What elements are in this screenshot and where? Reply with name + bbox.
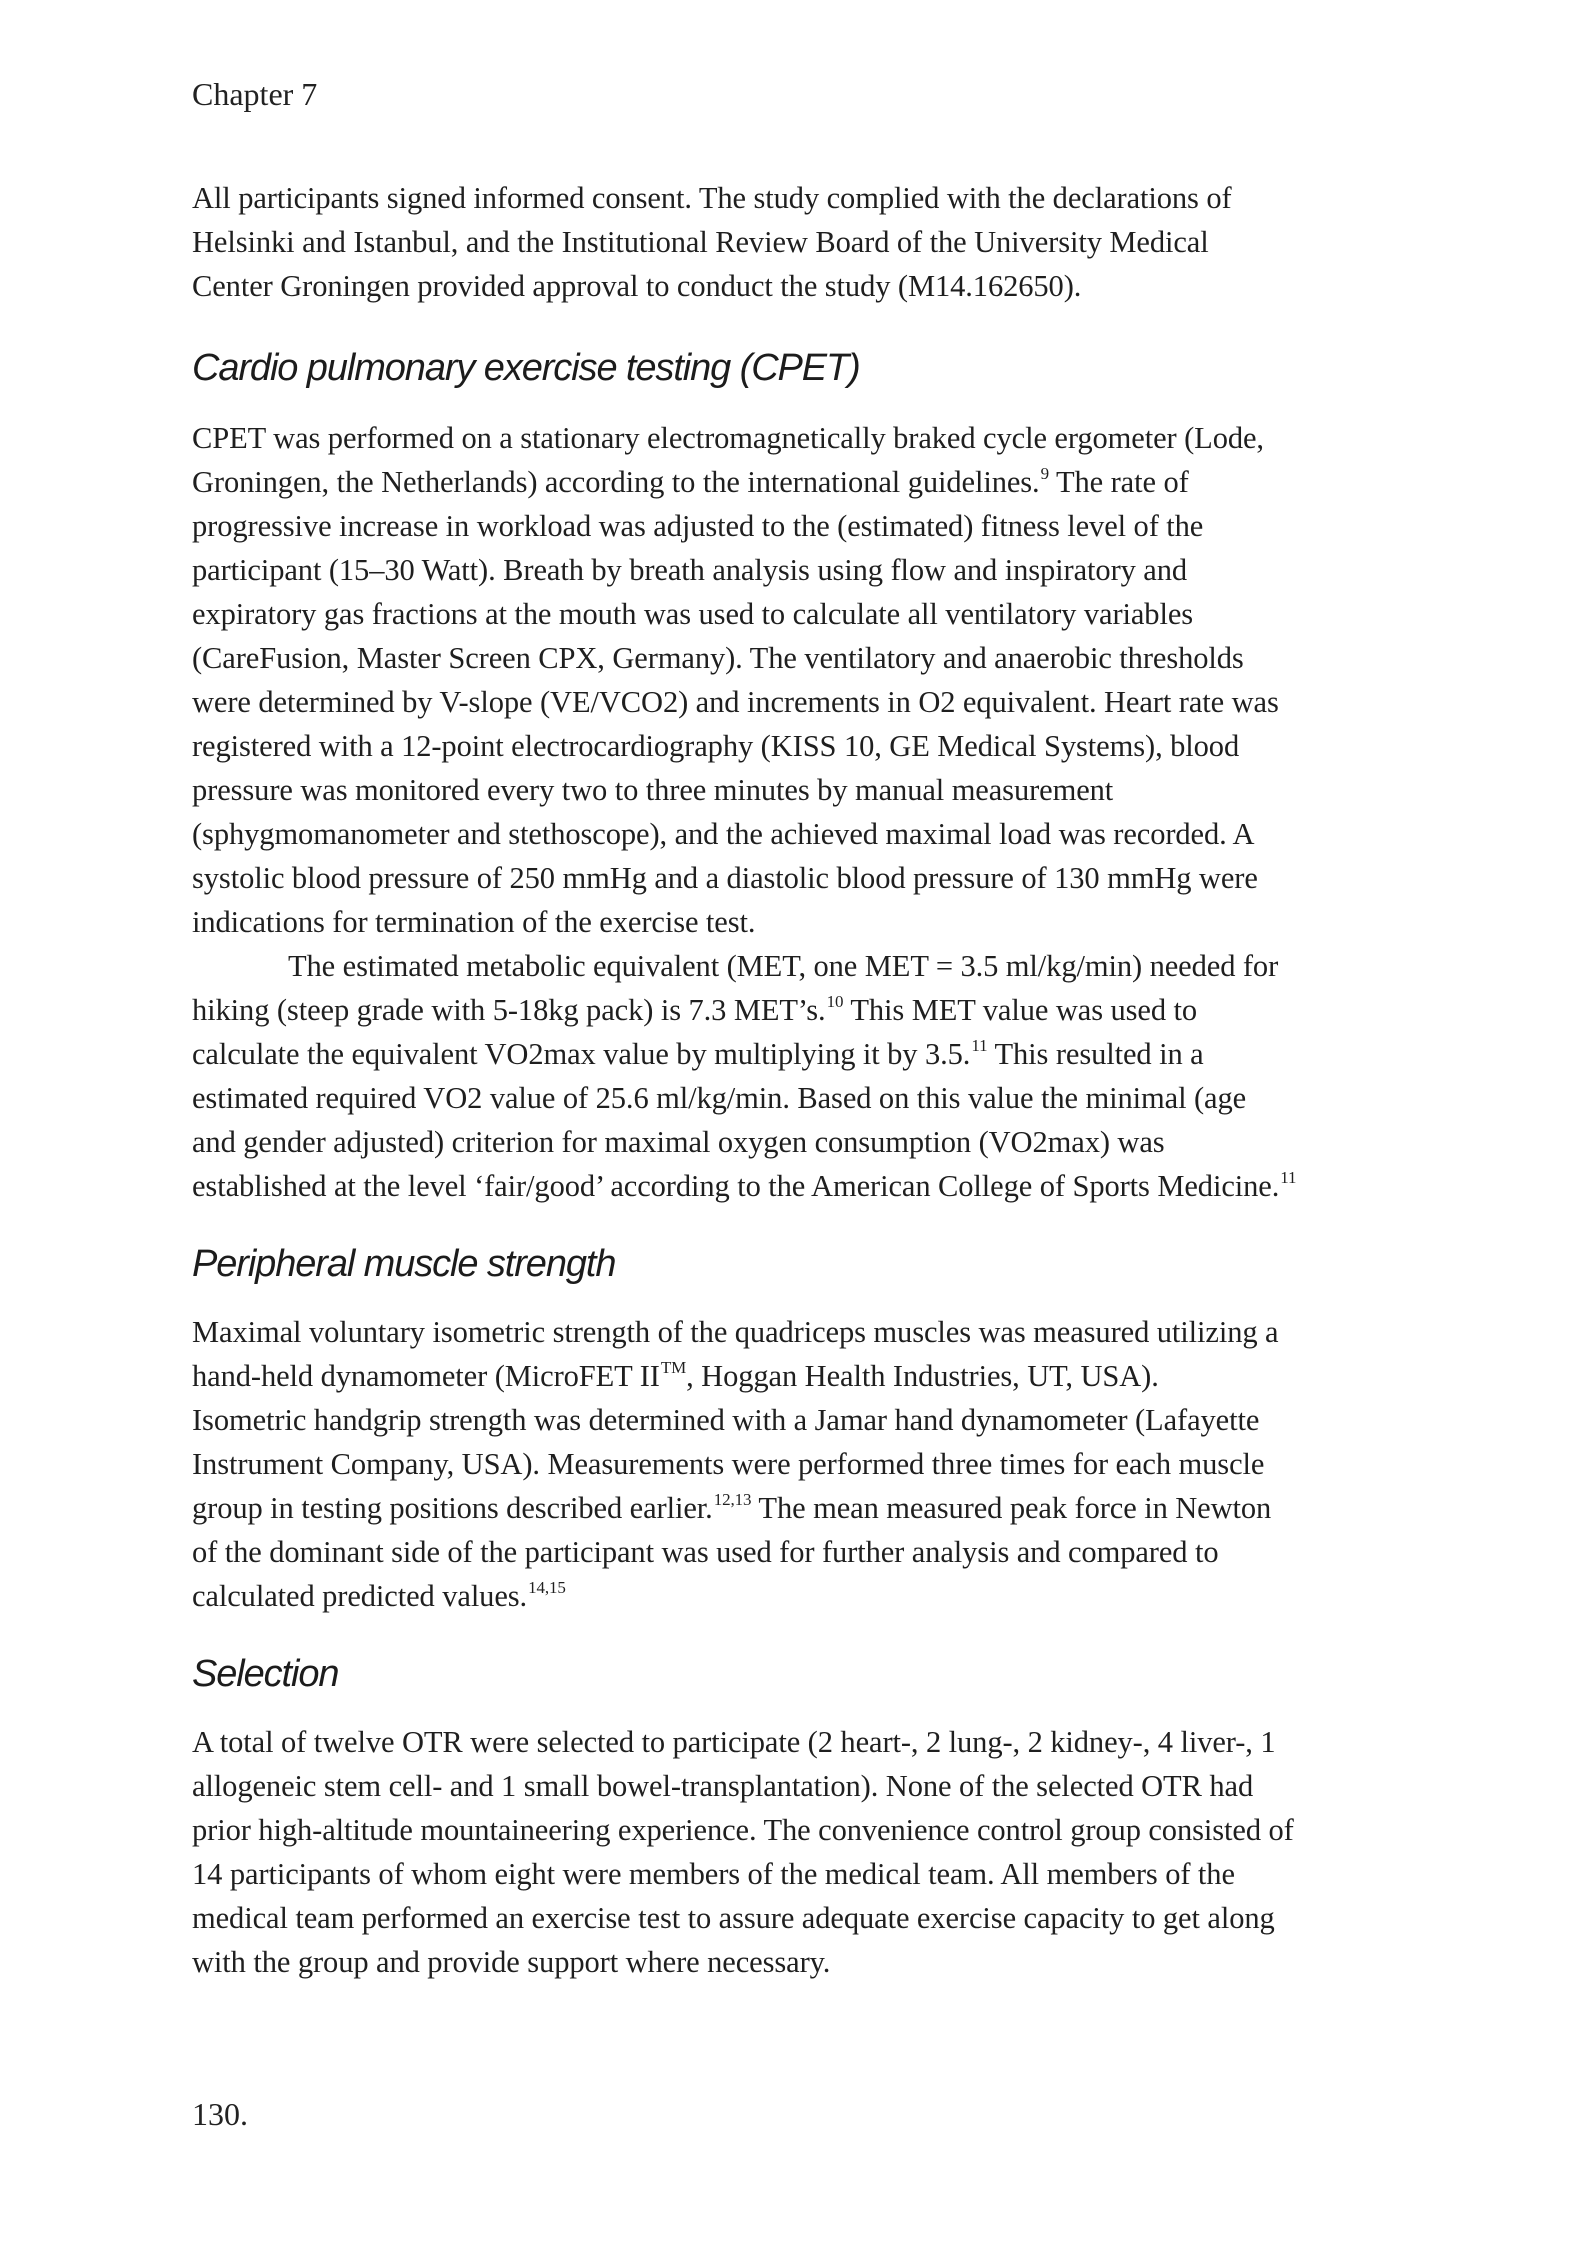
paragraph-line: of the dominant side of the participant was used for further analysis and compared to: [192, 1535, 1219, 1569]
line-text: Groningen, the Netherlands) according to the international guidelines.: [192, 465, 1040, 499]
citation-superscript: 11: [1280, 1167, 1297, 1187]
citation-superscript: 14,15: [528, 1577, 566, 1597]
trademark-superscript: TM: [660, 1357, 687, 1377]
section-heading-selection: Selection: [192, 1653, 339, 1695]
citation-superscript: 11: [971, 1035, 988, 1055]
line-text: The rate of: [1049, 465, 1189, 499]
paragraph-line: [192, 988, 1372, 1032]
paragraph-line: medical team performed an exercise test to assure adequate exercise capacity to get along: [192, 1901, 1275, 1935]
line-text: hand-held dynamometer (MicroFET II: [192, 1359, 660, 1393]
paragraph-line: [192, 1032, 1372, 1076]
line-text: The mean measured peak force in Newton: [751, 1491, 1272, 1525]
cpet-paragraph-1: [192, 416, 1372, 944]
paragraph-line: allogeneic stem cell- and 1 small bowel-transplantation). None of the selected OTR had: [192, 1769, 1254, 1803]
line-text: , Hoggan Health Industries, UT, USA).: [686, 1359, 1159, 1393]
paragraph-line: [192, 1354, 1372, 1398]
paragraph-line: (CareFusion, Master Screen CPX, Germany). The ventilatory and anaerobic thresholds: [192, 641, 1244, 675]
paragraph-line: and gender adjusted) criterion for maximal oxygen consumption (VO2max) was: [192, 1125, 1165, 1159]
line-text: established at the level ‘fair/good’ according to the American College of Sports Medicine.: [192, 1169, 1280, 1203]
citation-superscript: 9: [1040, 463, 1049, 483]
paragraph-line: [192, 460, 1372, 504]
page-number: 130.: [192, 2096, 248, 2132]
paragraph-line: The estimated metabolic equivalent (MET, one MET = 3.5 ml/kg/min) needed for: [288, 949, 1279, 983]
paragraph-line: registered with a 12-point electrocardiography (KISS 10, GE Medical Systems), blood: [192, 729, 1240, 763]
line-text: group in testing positions described earlier.: [192, 1491, 713, 1525]
paragraph-line: [192, 1486, 1372, 1530]
paragraph-line: All participants signed informed consent. The study complied with the declarations of: [192, 181, 1232, 215]
citation-superscript: 10: [826, 991, 844, 1011]
paragraph-line: with the group and provide support where necessary.: [192, 1945, 831, 1979]
line-text: calculate the equivalent VO2max value by multiplying it by 3.5.: [192, 1037, 971, 1071]
line-text: calculated predicted values.: [192, 1579, 528, 1613]
consent-paragraph: [192, 176, 1372, 308]
paragraph-line: Maximal voluntary isometric strength of the quadriceps muscles was measured utilizing a: [192, 1315, 1279, 1349]
paragraph-line: [192, 1164, 1372, 1208]
paragraph-line: Instrument Company, USA). Measurements were performed three times for each muscle: [192, 1447, 1265, 1481]
paragraph-line: expiratory gas fractions at the mouth was used to calculate all ventilatory variables: [192, 597, 1194, 631]
paragraph-line: indications for termination of the exercise test.: [192, 905, 756, 939]
paragraph-line: (sphygmomanometer and stethoscope), and the achieved maximal load was recorded. A: [192, 817, 1255, 851]
paragraph-line: Isometric handgrip strength was determined with a Jamar hand dynamometer (Lafayette: [192, 1403, 1260, 1437]
running-head-chapter: Chapter 7: [192, 76, 318, 112]
paragraph-line: 14 participants of whom eight were members of the medical team. All members of the: [192, 1857, 1235, 1891]
paragraph-line: estimated required VO2 value of 25.6 ml/kg/min. Based on this value the minimal (age: [192, 1081, 1247, 1115]
line-text: hiking (steep grade with 5-18kg pack) is 7.3 MET’s.: [192, 993, 826, 1027]
paragraph-line: Center Groningen provided approval to conduct the study (M14.162650).: [192, 269, 1082, 303]
paragraph-line: Helsinki and Istanbul, and the Institutional Review Board of the University Medical: [192, 225, 1209, 259]
line-text: This resulted in a: [987, 1037, 1204, 1071]
paragraph-line: were determined by V-slope (VE/VCO2) and increments in O2 equivalent. Heart rate was: [192, 685, 1279, 719]
line-text: This MET value was used to: [843, 993, 1198, 1027]
selection-paragraph: [192, 1720, 1372, 1984]
section-heading-muscle-strength: Peripheral muscle strength: [192, 1243, 616, 1285]
paragraph-line: A total of twelve OTR were selected to participate (2 heart-, 2 lung-, 2 kidney-, 4 liver-, 1: [192, 1725, 1276, 1759]
muscle-paragraph: [192, 1310, 1372, 1618]
paragraph-line: participant (15–30 Watt). Breath by breath analysis using flow and inspiratory and: [192, 553, 1188, 587]
paragraph-line: CPET was performed on a stationary electromagnetically braked cycle ergometer (Lode,: [192, 421, 1264, 455]
paragraph-line: prior high-altitude mountaineering experience. The convenience control group consisted of: [192, 1813, 1294, 1847]
section-heading-cpet: Cardio pulmonary exercise testing (CPET): [192, 347, 860, 389]
paragraph-line: pressure was monitored every two to three minutes by manual measurement: [192, 773, 1114, 807]
paragraph-line: systolic blood pressure of 250 mmHg and a diastolic blood pressure of 130 mmHg were: [192, 861, 1258, 895]
paragraph-line: [192, 1574, 1372, 1618]
paragraph-line: progressive increase in workload was adjusted to the (estimated) fitness level of the: [192, 509, 1204, 543]
cpet-paragraph-2: [192, 944, 1372, 1208]
citation-superscript: 12,13: [713, 1489, 752, 1509]
